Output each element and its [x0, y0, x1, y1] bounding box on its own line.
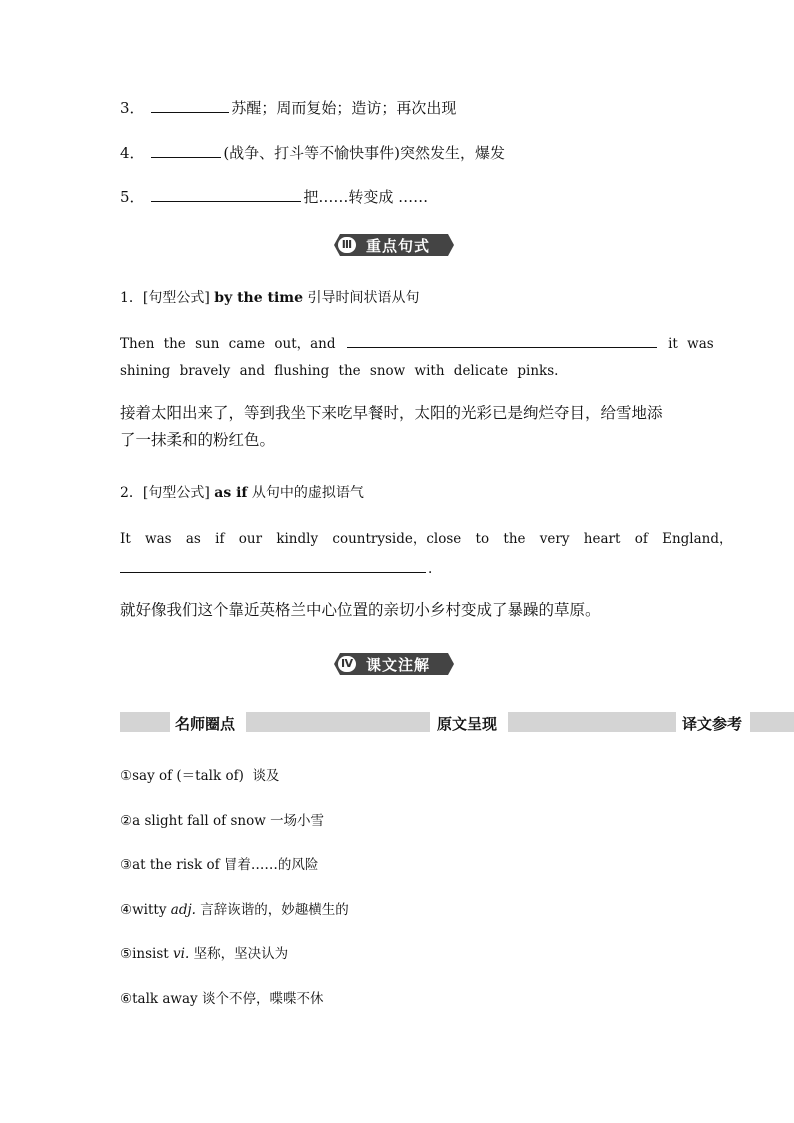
note-item-2	[120, 809, 324, 829]
header-bar-segment	[246, 712, 430, 732]
item-number: 4．	[120, 144, 145, 162]
note-item-1	[120, 764, 279, 784]
pattern-1-english-line-2: shining bravely and flushing the snow with delicate pinks.	[120, 363, 559, 379]
vocab-meaning: 把……转变成 ……	[303, 188, 429, 206]
note-mark: ④	[120, 902, 133, 918]
pattern-description: 引导时间状语从句	[303, 290, 420, 306]
item-number: 5．	[120, 188, 145, 206]
pattern-2-chinese: 就好像我们这个靠近英格兰中心位置的亲切小乡村变成了暴躁的草原。	[120, 601, 601, 619]
note-chinese: 谈及	[252, 768, 280, 784]
note-mark: ⑥	[120, 991, 133, 1007]
answer-blank[interactable]	[347, 333, 657, 348]
note-mark: ②	[120, 813, 133, 829]
vocab-meaning: 苏醒；周而复始；造访；再次出现	[231, 99, 457, 117]
note-chinese: 一场小雪	[270, 813, 325, 829]
english-text: it was	[668, 336, 714, 352]
pattern-label: 1．[句型公式]	[120, 290, 215, 306]
vocab-meaning: (战争、打斗等不愉快事件)突然发生，爆发	[223, 144, 506, 162]
note-mark: ①	[120, 768, 133, 784]
note-chinese: 谈个不停，喋喋不休	[201, 991, 324, 1007]
section-title: 重点句式	[366, 237, 431, 255]
column-header-teacher-notes: 名师圈点	[175, 715, 236, 733]
column-header-original-text: 原文呈现	[437, 715, 498, 733]
pattern-label: 2．[句型公式]	[120, 485, 215, 501]
pattern-2-english-line-2	[120, 558, 432, 577]
pattern-description: 从句中的虚拟语气	[247, 485, 364, 501]
section-banner-key-sentences	[334, 234, 454, 256]
vocab-item-4	[120, 142, 505, 163]
note-item-5	[120, 942, 288, 962]
note-part-of-speech: vi.	[173, 946, 190, 962]
note-mark: ③	[120, 857, 133, 873]
pattern-1-heading	[120, 287, 419, 307]
pattern-keyword: by the time	[214, 290, 304, 306]
pattern-1-chinese-line-2: 了一抹柔和的粉红色。	[120, 431, 276, 449]
pattern-2-heading	[120, 482, 364, 502]
pattern-1-chinese-line-1: 接着太阳出来了，等到我坐下来吃早餐时，太阳的光彩已是绚烂夺目，给雪地添	[120, 404, 663, 422]
answer-blank[interactable]	[151, 143, 221, 158]
note-english: say of (＝talk of)	[132, 768, 244, 784]
note-english: a slight fall of snow	[132, 813, 266, 829]
section-banner-text-notes	[334, 653, 454, 675]
header-bar-segment	[750, 712, 794, 732]
note-part-of-speech: adj.	[170, 902, 196, 918]
item-number: 3．	[120, 99, 145, 117]
note-english: at the risk of	[132, 857, 220, 873]
note-chinese: 言辞诙谐的，妙趣横生的	[200, 902, 349, 918]
note-item-6	[120, 987, 323, 1007]
pattern-2-english-line-1: It was as if our kindly countryside，close to the very heart of England，	[120, 531, 733, 547]
note-mark: ⑤	[120, 946, 133, 962]
note-english: insist	[132, 946, 169, 962]
pattern-keyword: as if	[214, 485, 248, 501]
section-numeral: Ⅲ	[338, 237, 356, 253]
section-numeral: Ⅳ	[338, 656, 356, 672]
header-bar-segment	[508, 712, 676, 732]
vocab-item-5	[120, 186, 428, 207]
column-header-translation: 译文参考	[682, 715, 743, 733]
answer-blank[interactable]	[151, 187, 301, 202]
note-chinese: 冒着……的风险	[223, 857, 319, 873]
section-title: 课文注解	[366, 656, 431, 674]
vocab-item-3	[120, 97, 456, 118]
note-chinese: 坚称，坚决认为	[193, 946, 289, 962]
note-english: talk away	[132, 991, 198, 1007]
english-text: .	[428, 561, 433, 577]
pattern-1-english-line-1	[120, 332, 714, 352]
note-item-3	[120, 853, 318, 873]
note-item-4	[120, 898, 349, 918]
english-text: Then the sun came out，and	[120, 336, 336, 352]
header-bar-segment	[120, 712, 170, 732]
answer-blank[interactable]	[151, 98, 229, 113]
note-english: witty	[132, 902, 167, 918]
answer-blank[interactable]	[120, 558, 426, 573]
